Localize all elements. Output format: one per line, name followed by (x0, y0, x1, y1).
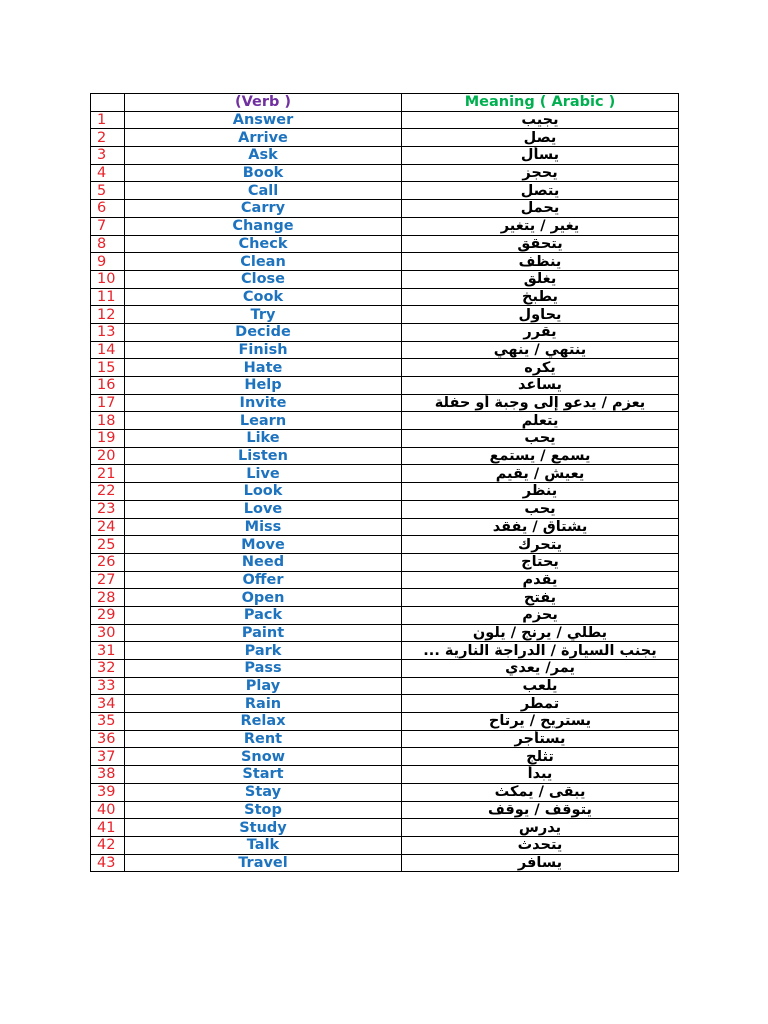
verb-cell: Play (125, 677, 402, 695)
arabic-meaning-cell: يجيب (402, 111, 679, 129)
arabic-meaning-cell: يكره (402, 359, 679, 377)
table-row (91, 447, 679, 465)
table-row (91, 713, 679, 731)
table-row (91, 748, 679, 766)
row-number: 31 (91, 642, 125, 660)
table-row (91, 270, 679, 288)
table-row (91, 642, 679, 660)
arabic-meaning-cell: يقدم (402, 571, 679, 589)
row-number: 37 (91, 748, 125, 766)
row-number: 40 (91, 801, 125, 819)
row-number: 10 (91, 270, 125, 288)
arabic-meaning-cell: يستأجر (402, 730, 679, 748)
table-row (91, 624, 679, 642)
arabic-meaning-cell: يحزم (402, 606, 679, 624)
row-number: 25 (91, 536, 125, 554)
arabic-meaning-cell: يفتح (402, 589, 679, 607)
table-row (91, 836, 679, 854)
verb-cell: Study (125, 819, 402, 837)
table-row (91, 783, 679, 801)
table-row (91, 819, 679, 837)
table-row (91, 147, 679, 165)
arabic-meaning-cell: يغلق (402, 270, 679, 288)
table-row (91, 571, 679, 589)
table-row (91, 695, 679, 713)
arabic-meaning-cell: ينتهي / ينهي (402, 341, 679, 359)
table-row (91, 766, 679, 784)
table-row (91, 200, 679, 218)
row-number: 3 (91, 147, 125, 165)
verb-cell: Like (125, 430, 402, 448)
row-number: 13 (91, 323, 125, 341)
arabic-meaning-cell: يتحدث (402, 836, 679, 854)
arabic-meaning-cell: يعيش / يقيم (402, 465, 679, 483)
arabic-meaning-cell: يعزم / يدعو إلى وجبة أو حفلة (402, 394, 679, 412)
row-number: 19 (91, 430, 125, 448)
table-row (91, 323, 679, 341)
header-number-cell (91, 94, 125, 112)
row-number: 32 (91, 660, 125, 678)
arabic-meaning-cell: يقرر (402, 323, 679, 341)
table-row (91, 253, 679, 271)
arabic-meaning-cell: يتصل (402, 182, 679, 200)
header-meaning-cell: Meaning ( Arabic ) (402, 94, 679, 112)
verb-cell: Offer (125, 571, 402, 589)
table-row (91, 730, 679, 748)
table-row (91, 483, 679, 501)
table-row (91, 341, 679, 359)
table-row (91, 182, 679, 200)
verb-cell: Help (125, 377, 402, 395)
verb-cell: Move (125, 536, 402, 554)
table-row (91, 677, 679, 695)
table-row (91, 518, 679, 536)
verb-cell: Decide (125, 323, 402, 341)
table-row (91, 801, 679, 819)
arabic-meaning-cell: يسمع / يستمع (402, 447, 679, 465)
verb-cell: Travel (125, 854, 402, 872)
row-number: 6 (91, 200, 125, 218)
table-row (91, 465, 679, 483)
verb-cell: Answer (125, 111, 402, 129)
verb-cell: Rain (125, 695, 402, 713)
verb-cell: Finish (125, 341, 402, 359)
arabic-meaning-cell: يتحقق (402, 235, 679, 253)
verb-cell: Invite (125, 394, 402, 412)
arabic-meaning-cell: يبقى / يمكث (402, 783, 679, 801)
verb-cell: Try (125, 306, 402, 324)
row-number: 33 (91, 677, 125, 695)
arabic-meaning-cell: يشتاق / يفقد (402, 518, 679, 536)
row-number: 36 (91, 730, 125, 748)
verb-cell: Look (125, 483, 402, 501)
row-number: 30 (91, 624, 125, 642)
verb-cell: Miss (125, 518, 402, 536)
header-verb-cell: (Verb ) (125, 94, 402, 112)
row-number: 43 (91, 854, 125, 872)
row-number: 29 (91, 606, 125, 624)
arabic-meaning-cell: يجنب السيارة / الدراجة النارية ... (402, 642, 679, 660)
row-number: 11 (91, 288, 125, 306)
arabic-meaning-cell: يدرس (402, 819, 679, 837)
arabic-meaning-cell: يتعلم (402, 412, 679, 430)
row-number: 38 (91, 766, 125, 784)
verb-cell: Change (125, 217, 402, 235)
table-row (91, 111, 679, 129)
verb-cell: Carry (125, 200, 402, 218)
verb-cell: Hate (125, 359, 402, 377)
arabic-meaning-cell: ينظر (402, 483, 679, 501)
arabic-meaning-cell: تثلج (402, 748, 679, 766)
row-number: 41 (91, 819, 125, 837)
row-number: 8 (91, 235, 125, 253)
row-number: 14 (91, 341, 125, 359)
row-number: 16 (91, 377, 125, 395)
row-number: 39 (91, 783, 125, 801)
row-number: 1 (91, 111, 125, 129)
table-row (91, 235, 679, 253)
row-number: 15 (91, 359, 125, 377)
arabic-meaning-cell: يحاول (402, 306, 679, 324)
row-number: 26 (91, 553, 125, 571)
arabic-meaning-cell: يطلي / يرنج / يلون (402, 624, 679, 642)
table-row (91, 536, 679, 554)
table-row (91, 394, 679, 412)
verb-cell: Pack (125, 606, 402, 624)
table-row (91, 854, 679, 872)
arabic-meaning-cell: يتوقف / يوقف (402, 801, 679, 819)
verb-cell: Call (125, 182, 402, 200)
arabic-meaning-cell: ينظف (402, 253, 679, 271)
row-number: 18 (91, 412, 125, 430)
arabic-meaning-cell: يساعد (402, 377, 679, 395)
arabic-meaning-cell: يسأل (402, 147, 679, 165)
arabic-meaning-cell: يصل (402, 129, 679, 147)
arabic-meaning-cell: يحتاج (402, 553, 679, 571)
verb-cell: Check (125, 235, 402, 253)
table-row (91, 553, 679, 571)
arabic-meaning-cell: يمر/ يعدي (402, 660, 679, 678)
table-row (91, 359, 679, 377)
row-number: 9 (91, 253, 125, 271)
arabic-meaning-cell: يحب (402, 500, 679, 518)
table-row (91, 217, 679, 235)
arabic-meaning-cell: يستريح / يرتاح (402, 713, 679, 731)
verb-cell: Snow (125, 748, 402, 766)
verb-cell: Pass (125, 660, 402, 678)
verb-cell: Love (125, 500, 402, 518)
arabic-meaning-cell: تمطر (402, 695, 679, 713)
verb-cell: Start (125, 766, 402, 784)
verb-cell: Talk (125, 836, 402, 854)
table-row (91, 377, 679, 395)
table-row (91, 164, 679, 182)
verb-cell: Rent (125, 730, 402, 748)
verb-cell: Clean (125, 253, 402, 271)
arabic-meaning-cell: يلعب (402, 677, 679, 695)
arabic-meaning-cell: يحمل (402, 200, 679, 218)
verb-cell: Listen (125, 447, 402, 465)
verb-cell: Ask (125, 147, 402, 165)
row-number: 21 (91, 465, 125, 483)
arabic-meaning-cell: يطبخ (402, 288, 679, 306)
table-row (91, 412, 679, 430)
table-row (91, 306, 679, 324)
verb-cell: Arrive (125, 129, 402, 147)
row-number: 35 (91, 713, 125, 731)
row-number: 20 (91, 447, 125, 465)
verb-cell: Book (125, 164, 402, 182)
table-row (91, 430, 679, 448)
table-header-row (91, 94, 679, 112)
row-number: 4 (91, 164, 125, 182)
verb-cell: Need (125, 553, 402, 571)
arabic-meaning-cell: يسافر (402, 854, 679, 872)
row-number: 23 (91, 500, 125, 518)
verb-cell: Cook (125, 288, 402, 306)
table-row (91, 500, 679, 518)
row-number: 27 (91, 571, 125, 589)
verb-cell: Relax (125, 713, 402, 731)
table-body (91, 111, 679, 872)
row-number: 5 (91, 182, 125, 200)
arabic-meaning-cell: يتحرك (402, 536, 679, 554)
row-number: 42 (91, 836, 125, 854)
vocabulary-table (90, 93, 679, 872)
row-number: 28 (91, 589, 125, 607)
row-number: 34 (91, 695, 125, 713)
verb-cell: Stay (125, 783, 402, 801)
row-number: 2 (91, 129, 125, 147)
row-number: 7 (91, 217, 125, 235)
verb-cell: Live (125, 465, 402, 483)
verb-cell: Paint (125, 624, 402, 642)
row-number: 22 (91, 483, 125, 501)
table-row (91, 288, 679, 306)
verb-cell: Open (125, 589, 402, 607)
table-row (91, 589, 679, 607)
table-row (91, 660, 679, 678)
arabic-meaning-cell: يحب (402, 430, 679, 448)
row-number: 17 (91, 394, 125, 412)
verb-cell: Close (125, 270, 402, 288)
arabic-meaning-cell: يحجز (402, 164, 679, 182)
arabic-meaning-cell: يغير / يتغير (402, 217, 679, 235)
verb-cell: Stop (125, 801, 402, 819)
table-row (91, 129, 679, 147)
verb-cell: Park (125, 642, 402, 660)
row-number: 12 (91, 306, 125, 324)
arabic-meaning-cell: يبدأ (402, 766, 679, 784)
table-row (91, 606, 679, 624)
row-number: 24 (91, 518, 125, 536)
verb-cell: Learn (125, 412, 402, 430)
